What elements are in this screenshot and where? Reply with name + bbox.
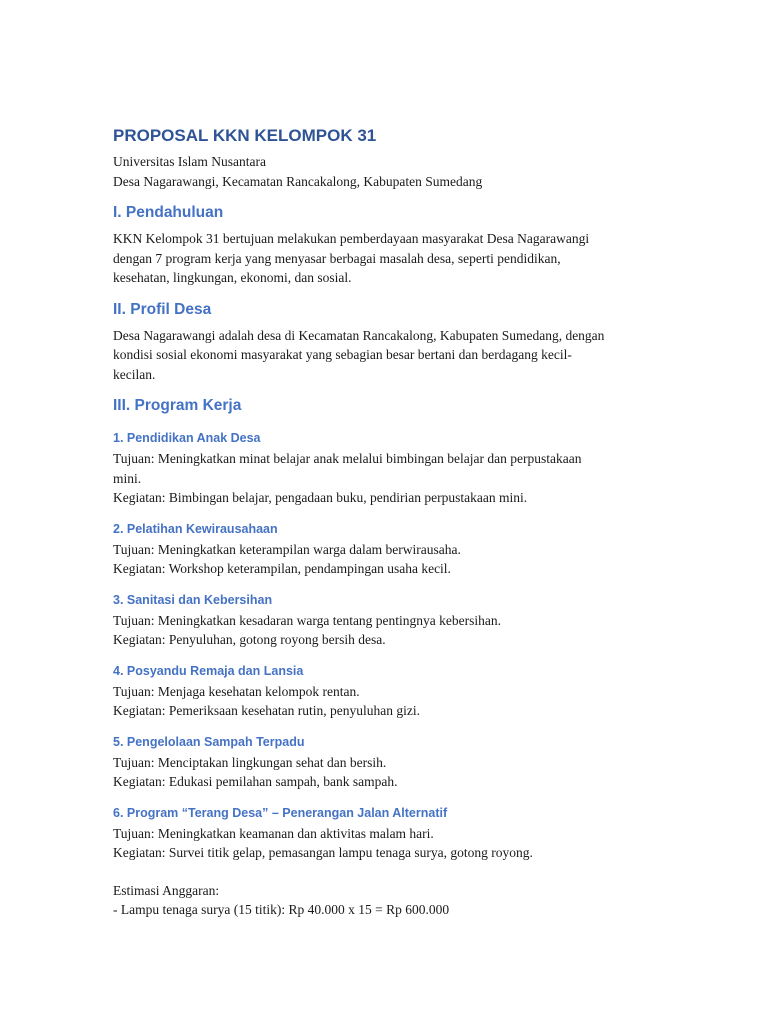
paragraph-line: dengan 7 program kerja yang menyasar berbagai masalah desa, seperti pendidikan, <box>113 250 561 266</box>
program-item-1 <box>113 429 673 508</box>
program-title: 3. Sanitasi dan Kebersihan <box>113 592 273 607</box>
program-item-6 <box>113 804 673 863</box>
paragraph-line: kondisi sosial ekonomi masyarakat yang sebagian besar bertani dan berdagang kecil- <box>113 347 572 362</box>
program-line: Tujuan: Meningkatkan keterampilan warga dalam berwirausaha. <box>113 541 461 557</box>
program-line: Tujuan: Meningkatkan keamanan dan aktivitas malam hari. <box>113 825 434 841</box>
program-title: 2. Pelatihan Kewirausahaan <box>113 521 278 536</box>
paragraph-line: kesehatan, lingkungan, ekonomi, dan sosial. <box>113 270 352 285</box>
program-item-3 <box>113 591 673 650</box>
section-heading-programs: III. Program Kerja <box>113 397 242 414</box>
section-heading-profile: II. Profil Desa <box>113 300 212 318</box>
program-line: Kegiatan: Pemeriksaan kesehatan rutin, penyuluhan gizi. <box>113 703 421 718</box>
program-title: 4. Posyandu Remaja dan Lansia <box>113 663 304 678</box>
budget-section <box>113 881 673 920</box>
program-item-2 <box>113 520 673 579</box>
program-line: Tujuan: Meningkatkan minat belajar anak melalui bimbingan belajar dan perpustakaan <box>113 451 582 466</box>
document-page <box>113 124 673 920</box>
program-line: Tujuan: Meningkatkan kesadaran warga tentang pentingnya kebersihan. <box>113 612 502 628</box>
intro-paragraph <box>113 229 673 288</box>
program-line: Kegiatan: Survei titik gelap, pemasangan lampu tenaga surya, gotong royong. <box>113 845 533 860</box>
budget-label: Estimasi Anggaran: <box>113 882 220 898</box>
program-line: Kegiatan: Penyuluhan, gotong royong bersih desa. <box>113 632 386 647</box>
program-line: Kegiatan: Edukasi pemilahan sampah, bank sampah. <box>113 774 398 789</box>
university-name: Universitas Islam Nusantara <box>113 154 266 169</box>
document-title: PROPOSAL KKN KELOMPOK 31 <box>113 126 377 145</box>
program-item-4 <box>113 662 673 721</box>
budget-item: - Lampu tenaga surya (15 titik): Rp 40.000 x 15 = Rp 600.000 <box>113 902 450 917</box>
program-line: mini. <box>113 470 142 486</box>
program-line: Tujuan: Menjaga kesehatan kelompok rentan. <box>113 683 360 699</box>
profile-paragraph <box>113 326 673 385</box>
program-title: 1. Pendidikan Anak Desa <box>113 431 261 445</box>
program-title: 6. Program “Terang Desa” – Penerangan Jalan Alternatif <box>113 805 448 820</box>
program-line: Kegiatan: Workshop keterampilan, pendampingan usaha kecil. <box>113 561 451 576</box>
section-heading-intro: I. Pendahuluan <box>113 204 224 221</box>
program-item-5 <box>113 733 673 792</box>
paragraph-line: KKN Kelompok 31 bertujuan melakukan pemberdayaan masyarakat Desa Nagarawangi <box>113 231 590 246</box>
paragraph-line: kecilan. <box>113 366 156 382</box>
paragraph-line: Desa Nagarawangi adalah desa di Kecamatan Rancakalong, Kabupaten Sumedang, dengan <box>113 327 605 343</box>
program-line: Kegiatan: Bimbingan belajar, pengadaan buku, pendirian perpustakaan mini. <box>113 490 528 505</box>
program-line: Tujuan: Menciptakan lingkungan sehat dan bersih. <box>113 754 387 770</box>
location-line: Desa Nagarawangi, Kecamatan Rancakalong, Kabupaten Sumedang <box>113 173 483 189</box>
program-title: 5. Pengelolaan Sampah Terpadu <box>113 734 305 749</box>
